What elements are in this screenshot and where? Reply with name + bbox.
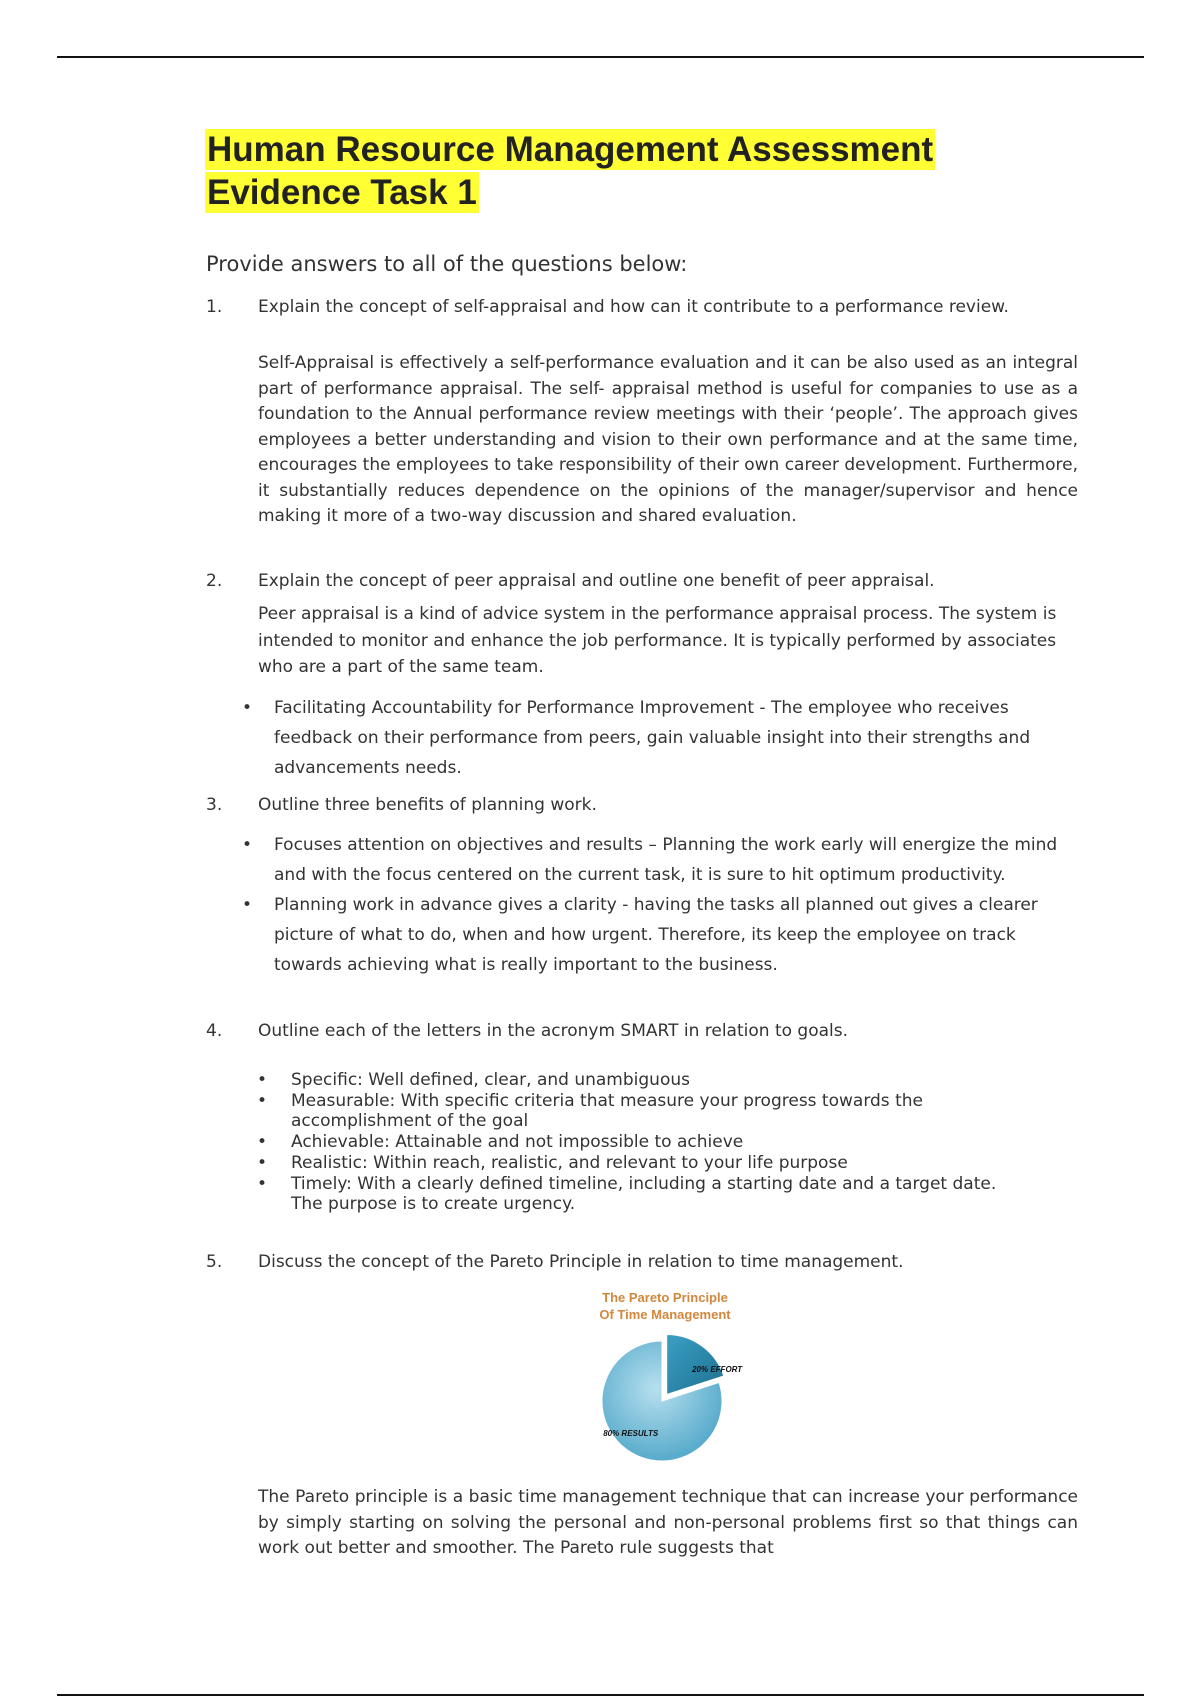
pareto-chart [570,1285,770,1465]
top-rule [57,56,1144,58]
list-item [242,890,1082,980]
question-3 [206,794,1088,816]
bullet-text: Facilitating Accountability for Performance Improvement - The employee who receives feedback on their performance from peers, gain valuable insight into their strengths and advancements needs. [274,698,1031,778]
question-number: 5. [206,1252,223,1272]
list-item [257,1174,1017,1214]
bullet-text: Focuses attention on objectives and results – Planning the work early will energize the mind and with the focus centered on the current task, it is sure to hit optimum productivity. [274,835,1058,885]
question-4 [206,1020,1088,1042]
list-item [257,1091,1017,1131]
list-item [257,1070,1017,1090]
page-title [205,128,935,214]
answer-1: Self-Appraisal is effectively a self-performance evaluation and it can be also used as an integral part of performance appraisal. The self- appraisal method is useful for companies to use as a foundation to the Annual performance review meetings with their ‘people’. The approach gives employees a better understanding and vision to their own performance and at the same time, encourages the employees to take responsibility of their own career development. Furthermore, it substantially reduces dependence on the opinions of the manager/supervisor and hence making it more of a two-way discussion and shared evaluation. [258,353,1078,526]
question-text: Outline three benefits of planning work. [258,795,597,815]
bullet-dot: • [242,895,253,915]
question-number: 4. [206,1021,223,1041]
bullet-dot: • [257,1153,268,1173]
question-text: Outline each of the letters in the acronym SMART in relation to goals. [258,1021,849,1041]
question-number: 1. [206,297,223,317]
list-item [257,1153,1017,1173]
smart-list [257,1070,1017,1215]
bullet-dot: • [242,835,253,855]
chart-title-line-2: Of Time Management [599,1307,731,1322]
answer-3-bullets [242,830,1082,980]
title-line-1: Human Resource Management Assessment [207,130,934,169]
answer-5: The Pareto principle is a basic time management technique that can increase your performance by simply starting on solving the personal and non-personal problems first so that things can work out better and smoother. The Pareto rule suggests that [258,1487,1078,1558]
question-1 [206,296,1088,318]
bullet-text: Specific: Well defined, clear, and unambiguous [291,1070,690,1090]
question-2 [206,570,1088,592]
question-text: Explain the concept of peer appraisal and outline one benefit of peer appraisal. [258,571,935,591]
bullet-text: Planning work in advance gives a clarity - having the tasks all planned out gives a clearer picture of what to do, when and how urgent. Therefore, its keep the employee on track towards achieving what is really important to the business. [274,895,1038,975]
title-line-2: Evidence Task 1 [207,173,477,212]
bullet-dot: • [257,1091,268,1111]
chart-title-line-1: The Pareto Principle [602,1290,728,1305]
bottom-rule [57,1694,1144,1696]
bullet-dot: • [257,1174,268,1194]
bullet-text: Achievable: Attainable and not impossible to achieve [291,1132,744,1152]
question-number: 2. [206,571,223,591]
list-item [257,1132,1017,1152]
pie-chart [570,1285,770,1465]
slice-label-results: 80% RESULTS [603,1428,659,1438]
bullet-text: Measurable: With specific criteria that measure your progress towards the accomplishment of the goal [291,1091,923,1131]
list-item [242,693,1072,783]
question-text: Discuss the concept of the Pareto Principle in relation to time management. [258,1252,904,1272]
answer-2: Peer appraisal is a kind of advice system in the performance appraisal process. The system is intended to monitor and enhance the job performance. It is typically performed by associates who are a part of the same team. [258,604,1057,677]
bullet-text: Realistic: Within reach, realistic, and relevant to your life purpose [291,1153,848,1173]
bullet-dot: • [242,698,253,718]
question-text: Explain the concept of self-appraisal and how can it contribute to a performance review. [258,297,1009,317]
question-number: 3. [206,795,223,815]
bullet-dot: • [257,1070,268,1090]
question-5 [206,1251,1088,1273]
answer-2-bullets [242,693,1072,783]
list-item [242,830,1082,890]
bullet-text: Timely: With a clearly defined timeline, including a starting date and a target date. The purpose is to create urgency. [291,1174,997,1214]
bullet-dot: • [257,1132,268,1152]
slice-label-effort: 20% EFFORT [692,1364,743,1374]
intro-text: Provide answers to all of the questions below: [206,252,688,276]
